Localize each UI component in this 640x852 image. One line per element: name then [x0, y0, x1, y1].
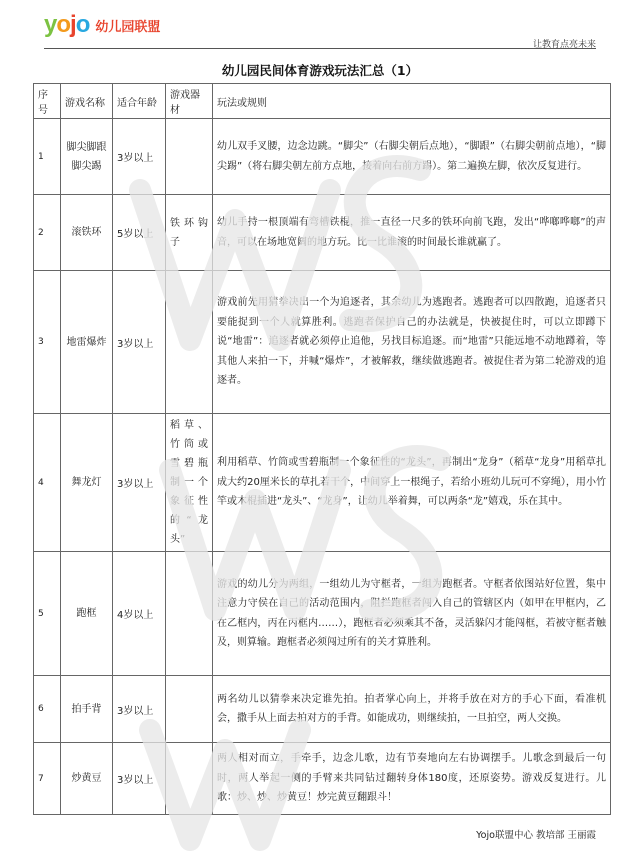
table-row — [34, 414, 611, 552]
cell-equipment: 铁环钩子 — [166, 195, 213, 271]
cell-rules: 利用稻草、竹筒或雪碧瓶制一个象征性的“龙头”，再制出“龙身”（稻草“龙身”用稻草扎成大约20厘米长的草扎若干个，中间穿上一根绳子，若给小班幼儿玩可不穿绳），用小竹竿或木棍插进“龙头”、“龙身”，让幼儿举着舞，可以两条“龙”嬉戏，乐在其中。 — [213, 414, 611, 552]
yojo-logo — [44, 12, 160, 38]
cell-equipment — [166, 119, 213, 195]
cell-age: 3岁以上 — [113, 676, 166, 743]
header-rules: 玩法或规则 — [213, 84, 611, 119]
cell-no: 2 — [34, 195, 61, 271]
table-row — [34, 119, 611, 195]
cell-no: 5 — [34, 552, 61, 676]
cell-age: 3岁以上 — [113, 119, 166, 195]
cell-age: 3岁以上 — [113, 743, 166, 815]
games-table — [33, 83, 611, 815]
header-equipment: 游戏器材 — [166, 84, 213, 119]
header-no: 序号 — [34, 84, 61, 119]
cell-name: 拍手背 — [61, 676, 113, 743]
logo-text: 幼儿园联盟 — [95, 19, 161, 35]
table-row — [34, 743, 611, 815]
cell-equipment — [166, 271, 213, 414]
table-row — [34, 676, 611, 743]
footer-credit: Yojo联盟中心 教培部 王丽霞 — [476, 830, 596, 841]
table-row — [34, 271, 611, 414]
cell-rules: 游戏的幼儿分为两组，一组幼儿为守框者，一组为跑框者。守框者依图站好位置，集中注意力守侯在自己的活动范围内，阻拦跑框者闯入自己的管辖区内（如甲在甲框内，乙在乙框内，丙在丙框内……），跑框者必须乘其不备，灵活躲闪才能闯框，若被守框者触及，则算输。跑框者必须闯过所有的关才算胜利。 — [213, 552, 611, 676]
cell-no: 6 — [34, 676, 61, 743]
cell-equipment — [166, 552, 213, 676]
cell-age: 5岁以上 — [113, 195, 166, 271]
cell-age: 3岁以上 — [113, 414, 166, 552]
document-title: 幼儿园民间体育游戏玩法汇总（1） — [221, 63, 419, 78]
cell-rules: 幼儿双手叉腰，边念边跳。“脚尖”（右脚尖朝后点地），“脚跟”（右脚尖朝前点地），“脚尖踢”（将右脚尖朝左前方点地，接着向右前方踢）。第二遍换左脚，依次反复进行。 — [213, 119, 611, 195]
cell-name: 跑框 — [61, 552, 113, 676]
cell-rules: 两名幼儿以猜拳来决定谁先拍。拍者掌心向上，并将手放在对方的手心下面，看准机会，撒手从上面去拍对方的手背。如能成功，则继续拍，一旦拍空，两人交换。 — [213, 676, 611, 743]
header-slogan: 让教育点亮未来 — [532, 40, 596, 50]
header-age: 适合年龄 — [113, 84, 166, 119]
cell-equipment — [166, 743, 213, 815]
cell-rules: 两人相对而立，手牵手，边念儿歌，边有节奏地向左右协调摆手。儿歌念到最后一句时，两人举起一侧的手臂来共同钻过翻转身体180度，还原姿势。游戏反复进行。儿歌：炒、炒、炒黄豆！炒完黄豆翻跟斗！ — [213, 743, 611, 815]
cell-no: 3 — [34, 271, 61, 414]
logo-wordmark: y o j o — [44, 11, 90, 38]
cell-rules: 幼儿手持一根顶端有弯槽铁棍，推一直径一尺多的铁环向前飞跑，发出“哗啷哗啷”的声音，可以在场地宽阔的地方玩。比一比谁滚的时间最长谁就赢了。 — [213, 195, 611, 271]
cell-no: 1 — [34, 119, 61, 195]
header-divider — [44, 48, 596, 49]
cell-equipment — [166, 676, 213, 743]
cell-name: 滚铁环 — [61, 195, 113, 271]
header-name: 游戏名称 — [61, 84, 113, 119]
cell-name: 脚尖脚跟脚尖踢 — [61, 119, 113, 195]
cell-no: 4 — [34, 414, 61, 552]
table-row — [34, 195, 611, 271]
cell-name: 舞龙灯 — [61, 414, 113, 552]
table-header-row — [34, 84, 611, 119]
table-row — [34, 552, 611, 676]
page-header — [0, 0, 640, 48]
cell-age: 3岁以上 — [113, 271, 166, 414]
cell-name: 炒黄豆 — [61, 743, 113, 815]
cell-equipment: 稻草、竹筒或雪碧瓶制一个象征性的“龙头” — [166, 414, 213, 552]
cell-no: 7 — [34, 743, 61, 815]
cell-name: 地雷爆炸 — [61, 271, 113, 414]
cell-age: 4岁以上 — [113, 552, 166, 676]
cell-rules: 游戏前先用猜拳决出一个为追逐者，其余幼儿为逃跑者。逃跑者可以四散跑，追逐者只要能捉到一个人就算胜利。逃跑者保护自己的办法就是，快被捉住时，可以立即蹲下说“地雷”：追逐者就必须停止追他，另找目标追逐。而“地雷”只能远地不动地蹲着，等其他人来拍一下，并喊“爆炸”，才被解救，继续做逃跑者。被捉住者为第二轮游戏的追逐者。 — [213, 271, 611, 414]
